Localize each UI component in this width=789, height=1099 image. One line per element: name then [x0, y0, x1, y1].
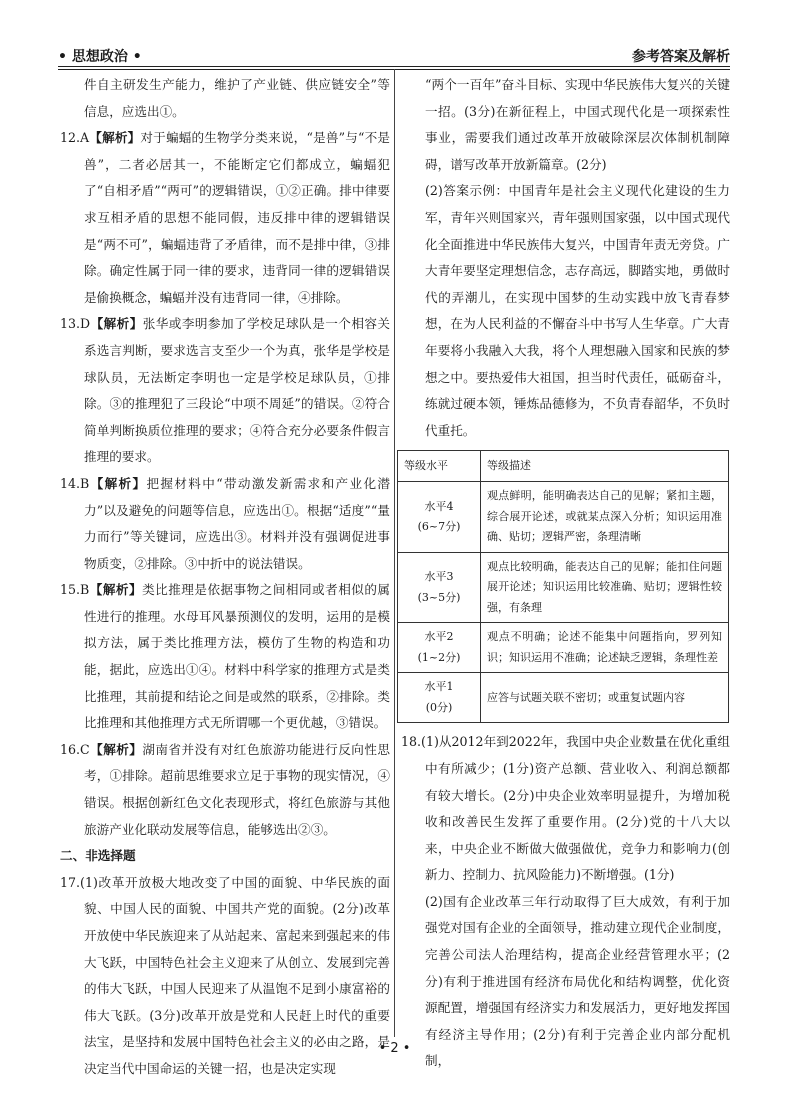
answer-paragraph [60, 311, 390, 471]
grade-level: 水平3 [424, 570, 454, 584]
answer-text: (2)答案示例：中国青年是社会主义现代化建设的生力军，青年兴则国家兴，青年强则国家强，以中国式现代化全面推进中华民族伟大复兴，中国青年责无旁贷。广大青年要坚定理想信念，志存高远，脚踏实地，勇做时代的弄潮儿，在实现中国梦的生动实践中放飞青春梦想，在为人民利益的不懈奋斗中书写人生华章。广大青年要将小我融入大我，将个人理想融入国家和民族的梦想之中。要热爱伟大祖国，担当时代责任，砥砺奋斗，练就过硬本领，锤炼品德修为，不负青春韶华，不负时代重托。 [425, 183, 730, 438]
grading-table [397, 450, 729, 723]
grade-level-cell [398, 623, 481, 673]
subject-title: • 思想政治 • [58, 49, 142, 65]
answer-paragraph [60, 125, 390, 311]
grade-description: 应答与试题关联不密切；或重复试题内容 [481, 673, 729, 723]
grade-level: 水平1 [424, 680, 454, 694]
answer-paragraph [401, 729, 730, 889]
analysis-tag: 【解析】 [89, 582, 143, 598]
grading-table-header: 等级水平 [398, 451, 481, 482]
grade-score: (1~2分) [417, 650, 461, 664]
analysis-tag: 【解析】 [89, 741, 143, 757]
column-divider [394, 69, 395, 1037]
analysis-tag: 【解析】 [89, 475, 147, 491]
answer-text: “两个一百年”奋斗目标、实现中华民族伟大复兴的关键一招。(3分)在新征程上，中国式现代化是一项探索性事业，需要我们通过改革开放破除深层次体制机制障碍，谱写改革开放新篇章。(2分) [425, 77, 730, 172]
answer-text: 对于蝙蝠的生物学分类来说，“是兽”与“不是兽”，二者必居其一，不能断定它们都成立，蝙蝠犯了“自相矛盾”“两可”的逻辑错误，①②正确。排中律要求互相矛盾的思想不能同假，违反排中律的逻辑错误是“两不可”，蝙蝠违背了矛盾律，而不是排中律，③排除。确定性属于同一律的要求，违背同一律的逻辑错误是偷换概念，蝙蝠并没有违背同一律，④排除。 [84, 130, 390, 305]
grading-table-header-row [398, 451, 729, 482]
left-column [60, 72, 390, 1083]
answer-text: 湖南省并没有对红色旅游功能进行反向性思考，①排除。超前思维要求立足于事物的现实情况，④错误。根据创新红色文化表现形式，将红色旅游与其他旅游产业化联动发展等信息，能够选出②③。 [84, 741, 391, 837]
page-number: • 2 • [378, 1041, 411, 1056]
question-number: 14.B [60, 475, 90, 491]
answer-paragraph [60, 737, 390, 843]
answer-paragraph [401, 178, 730, 444]
section-heading: 二、非选择题 [60, 848, 136, 864]
grade-level: 水平4 [424, 499, 454, 513]
grade-description: 观点比较明确，能表达自己的见解；能扣住问题展开论述；知识运用比较准确、贴切；逻辑性较强，有条理 [481, 552, 729, 623]
right-column [401, 72, 730, 1075]
grade-description: 观点鲜明，能明确表达自己的见解；紧扣主题，综合展开论述，或就某点深入分析；知识运用准确、贴切；逻辑严密，条理清晰 [481, 482, 729, 553]
answer-text: (2)国有企业改革三年行动取得了巨大成效，有利于加强党对国有企业的全面领导，推动建立现代企业制度，完善公司法人治理结构，提高企业经营管理水平；(2分)有利于推进国有经济布局优化和结构调整，优化资源配置，增强国有经济实力和发展活力，更好地发挥国有经济主导作用；(2分)有利于完善企业内部分配机制， [425, 893, 730, 1069]
grade-score: (6~7分) [417, 520, 461, 534]
grading-table-row [398, 673, 729, 723]
analysis-tag: 【解析】 [89, 130, 141, 146]
section-title: 参考答案及解析 [632, 49, 730, 65]
answer-paragraph [60, 577, 390, 737]
grading-table-row [398, 623, 729, 673]
answer-paragraph [60, 72, 390, 125]
right-column-top [401, 72, 730, 444]
running-header [58, 42, 730, 68]
grading-table-row [398, 482, 729, 553]
grade-level: 水平2 [424, 630, 454, 644]
question-number: 18. [401, 734, 422, 750]
grade-level-cell [398, 482, 481, 553]
grade-level-cell [398, 552, 481, 623]
grade-score: (0分) [425, 700, 453, 714]
question-number: 12.A [60, 130, 90, 146]
right-column-bottom [401, 729, 730, 1075]
answer-text: 类比推理是依据事物之间相同或者相似的属性进行的推理。水母耳风暴预测仪的发明，运用的是模拟方法，属于类比推理方法，模仿了生物的构造和功能，据此，应选出①④。材料中科学家的推理方式是类比推理，其前提和结论之间是或然的联系，②排除。类比推理和其他推理方式无所谓哪一个更优越，③错误。 [84, 582, 391, 731]
grade-description: 观点不明确；论述不能集中问题指向，罗列知识；知识运用不准确；论述缺乏逻辑，条理性差 [481, 623, 729, 673]
analysis-tag: 【解析】 [90, 316, 143, 332]
grade-level-cell [398, 673, 481, 723]
answer-text: 件自主研发生产能力，维护了产业链、供应链安全”等信息，应选出①。 [84, 77, 390, 119]
answer-text: 把握材料中“带动激发新需求和产业化潜力”以及避免的问题等信息，应选出①。根据“适度”“量力而行”等关键词，应选出③。材料并没有强调促进事物质变，②排除。③中折中的说法错误。 [84, 475, 390, 571]
question-number: 17. [60, 874, 81, 890]
question-number: 16.C [60, 741, 90, 757]
grade-score: (3~5分) [417, 590, 461, 604]
grading-table-row [398, 552, 729, 623]
answer-text: (1)改革开放极大地改变了中国的面貌、中华民族的面貌、中国人民的面貌、中国共产党的面貌。(2分)改革开放使中华民族迎来了从站起来、富起来到强起来的伟大飞跃，中国特色社会主义迎来了从创立、发展到完善的伟大飞跃，中国人民迎来了从温饱不足到小康富裕的伟大飞跃。(3分)改革开放是党和人民赶上时代的重要法宝，是坚持和发展中国特色社会主义的必由之路，是决定当代中国命运的关键一招，也是决定实现 [80, 874, 390, 1076]
answer-text: (1)从2012年到2022年，我国中央企业数量在优化重组中有所减少；(1分)资产总额、营业收入、利润总额都有较大增长。(2分)中央企业效率明显提升，为增加税收和改善民生发挥了重要作用。(2分)党的十八大以来，中央企业不断做大做强做优，竞争力和影响力(创新力、控制力、抗风险能力)不断增强。(1分) [421, 734, 730, 883]
answer-paragraph [60, 471, 390, 577]
question-number: 15.B [60, 582, 90, 598]
answer-text: 张华或李明参加了学校足球队是一个相容关系选言判断，要求选言支至少一个为真，张华是学校是球队员，无法断定李明也一定是学校足球队员，①排除。③的推理犯了三段论“中项不周延”的错误。②符合简单判断换质位推理的要求；④符合充分必要条件假言推理的要求。 [84, 316, 391, 465]
grading-table-header: 等级描述 [481, 451, 729, 482]
question-number: 13.D [60, 316, 91, 332]
header-rule [58, 66, 730, 67]
answer-paragraph [401, 72, 730, 178]
